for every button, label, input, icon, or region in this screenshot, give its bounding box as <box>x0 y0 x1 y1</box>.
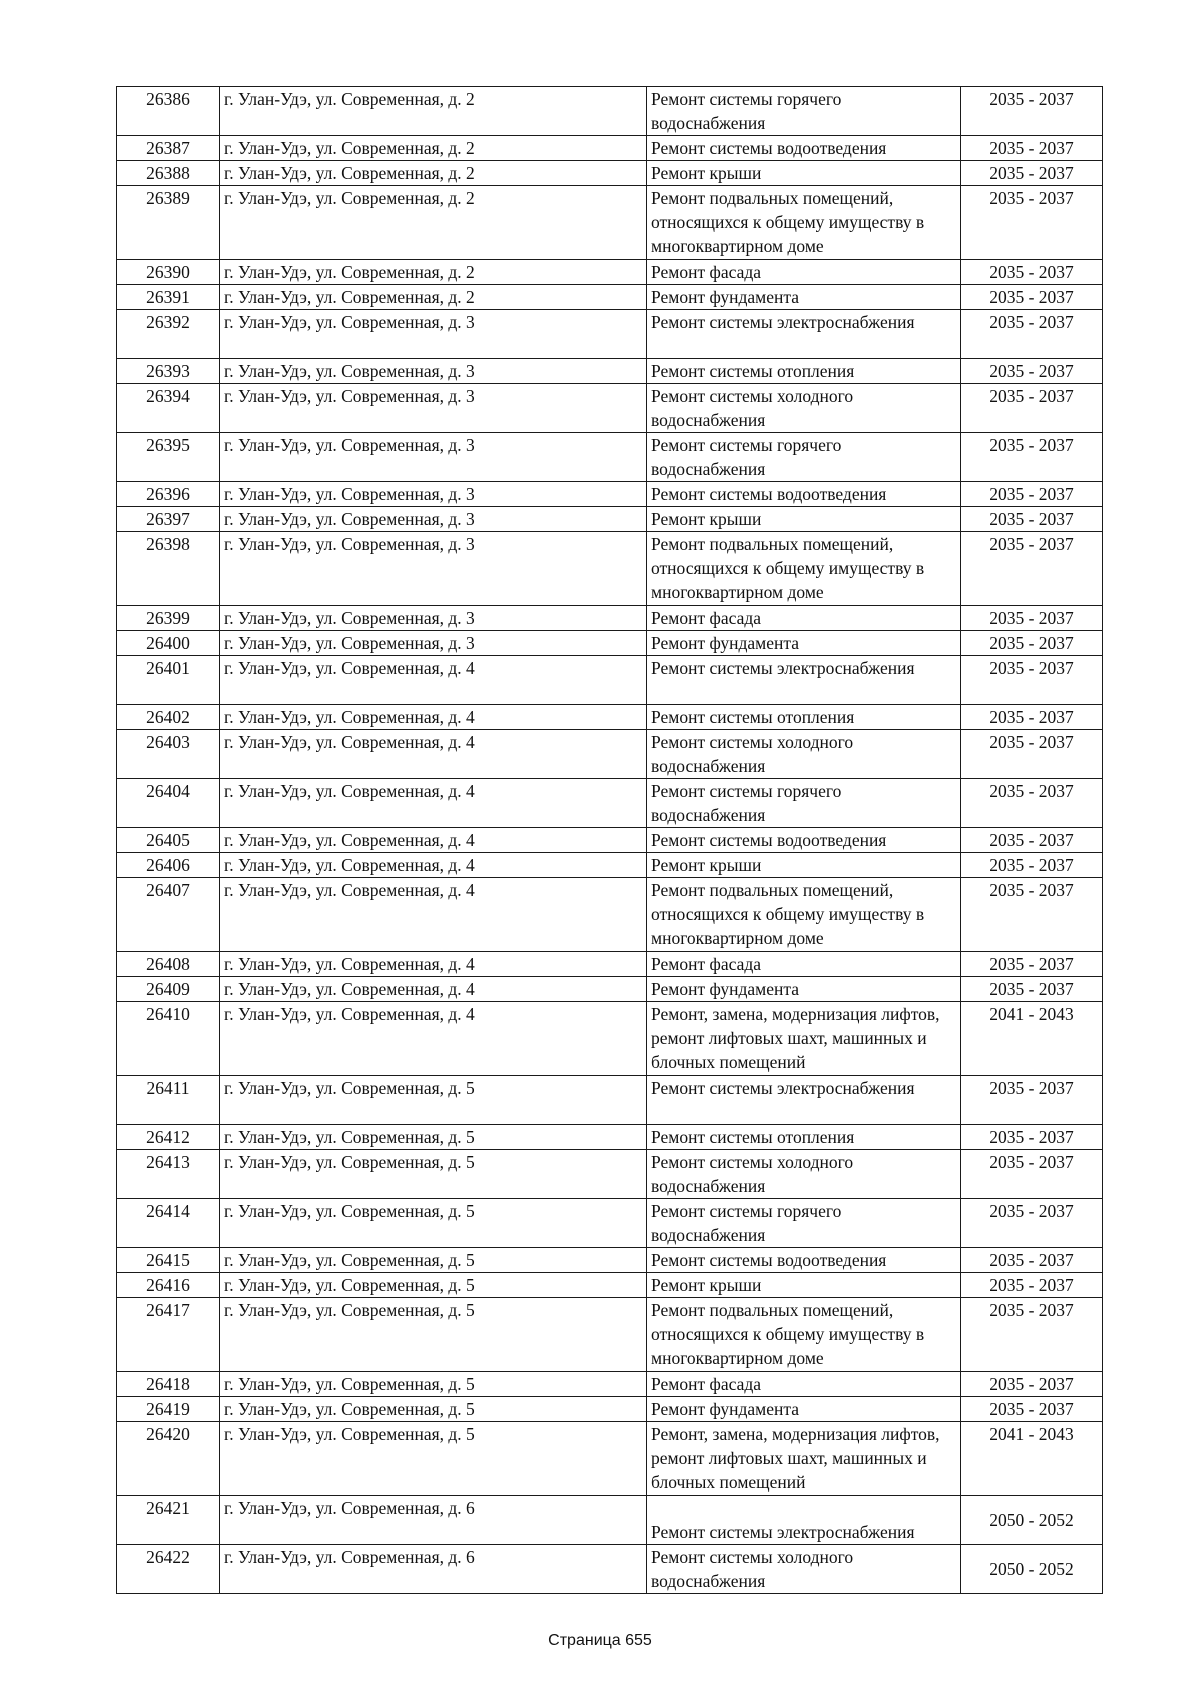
table-row <box>117 1199 1103 1248</box>
table-row <box>117 1397 1103 1422</box>
row-address: г. Улан-Удэ, ул. Современная, д. 5 <box>220 1248 647 1273</box>
row-address: г. Улан-Удэ, ул. Современная, д. 5 <box>220 1150 647 1199</box>
row-work-type: Ремонт системы электроснабжения <box>647 310 961 359</box>
table-row <box>117 1273 1103 1298</box>
row-address: г. Улан-Удэ, ул. Современная, д. 3 <box>220 482 647 507</box>
row-number: 26409 <box>117 977 220 1002</box>
row-number: 26416 <box>117 1273 220 1298</box>
row-period: 2035 - 2037 <box>961 977 1103 1002</box>
row-work-type: Ремонт крыши <box>647 1273 961 1298</box>
row-work-type: Ремонт подвальных помещений, относящихся к общему имуществу в многоквартирном доме <box>647 186 961 260</box>
row-address: г. Улан-Удэ, ул. Современная, д. 6 <box>220 1545 647 1594</box>
row-address: г. Улан-Удэ, ул. Современная, д. 2 <box>220 285 647 310</box>
table-row <box>117 1372 1103 1397</box>
table-row <box>117 482 1103 507</box>
row-address: г. Улан-Удэ, ул. Современная, д. 3 <box>220 507 647 532</box>
table-row <box>117 952 1103 977</box>
row-work-type: Ремонт системы водоотведения <box>647 136 961 161</box>
row-period: 2050 - 2052 <box>961 1496 1103 1545</box>
table-row <box>117 384 1103 433</box>
row-work-type: Ремонт фундамента <box>647 285 961 310</box>
table-row <box>117 87 1103 136</box>
row-number: 26398 <box>117 532 220 606</box>
row-number: 26400 <box>117 631 220 656</box>
row-number: 26388 <box>117 161 220 186</box>
row-number: 26399 <box>117 606 220 631</box>
row-period: 2035 - 2037 <box>961 136 1103 161</box>
row-period: 2035 - 2037 <box>961 1199 1103 1248</box>
row-work-type: Ремонт системы холодного водоснабжения <box>647 1545 961 1594</box>
row-number: 26387 <box>117 136 220 161</box>
row-period: 2041 - 2043 <box>961 1002 1103 1076</box>
row-address: г. Улан-Удэ, ул. Современная, д. 3 <box>220 433 647 482</box>
row-period: 2035 - 2037 <box>961 310 1103 359</box>
row-address: г. Улан-Удэ, ул. Современная, д. 4 <box>220 656 647 705</box>
table-row <box>117 606 1103 631</box>
row-period: 2035 - 2037 <box>961 606 1103 631</box>
row-period: 2035 - 2037 <box>961 853 1103 878</box>
table-row <box>117 433 1103 482</box>
table-row <box>117 359 1103 384</box>
table-row <box>117 532 1103 606</box>
row-address: г. Улан-Удэ, ул. Современная, д. 3 <box>220 631 647 656</box>
row-number: 26390 <box>117 260 220 285</box>
row-number: 26412 <box>117 1125 220 1150</box>
row-number: 26392 <box>117 310 220 359</box>
row-period: 2035 - 2037 <box>961 161 1103 186</box>
row-number: 26393 <box>117 359 220 384</box>
row-work-type: Ремонт системы электроснабжения <box>647 656 961 705</box>
row-number: 26391 <box>117 285 220 310</box>
row-work-type: Ремонт системы горячего водоснабжения <box>647 87 961 136</box>
table-row <box>117 1298 1103 1372</box>
row-address: г. Улан-Удэ, ул. Современная, д. 4 <box>220 952 647 977</box>
row-work-type: Ремонт подвальных помещений, относящихся к общему имуществу в многоквартирном доме <box>647 532 961 606</box>
row-work-type: Ремонт крыши <box>647 853 961 878</box>
row-number: 26397 <box>117 507 220 532</box>
row-number: 26389 <box>117 186 220 260</box>
row-address: г. Улан-Удэ, ул. Современная, д. 5 <box>220 1397 647 1422</box>
row-period: 2035 - 2037 <box>961 1397 1103 1422</box>
table-row <box>117 310 1103 359</box>
row-address: г. Улан-Удэ, ул. Современная, д. 5 <box>220 1076 647 1125</box>
row-period: 2035 - 2037 <box>961 1125 1103 1150</box>
row-address: г. Улан-Удэ, ул. Современная, д. 2 <box>220 186 647 260</box>
row-number: 26394 <box>117 384 220 433</box>
table-row <box>117 631 1103 656</box>
row-period: 2035 - 2037 <box>961 87 1103 136</box>
row-period: 2050 - 2052 <box>961 1545 1103 1594</box>
row-period: 2035 - 2037 <box>961 828 1103 853</box>
row-work-type: Ремонт системы горячего водоснабжения <box>647 779 961 828</box>
table-row <box>117 1076 1103 1125</box>
table-row <box>117 285 1103 310</box>
row-address: г. Улан-Удэ, ул. Современная, д. 4 <box>220 878 647 952</box>
table-row <box>117 1545 1103 1594</box>
row-work-type: Ремонт системы холодного водоснабжения <box>647 384 961 433</box>
row-address: г. Улан-Удэ, ул. Современная, д. 5 <box>220 1372 647 1397</box>
row-address: г. Улан-Удэ, ул. Современная, д. 6 <box>220 1496 647 1545</box>
table-row <box>117 977 1103 1002</box>
row-address: г. Улан-Удэ, ул. Современная, д. 4 <box>220 977 647 1002</box>
table-row <box>117 853 1103 878</box>
row-period: 2035 - 2037 <box>961 482 1103 507</box>
row-work-type: Ремонт системы горячего водоснабжения <box>647 1199 961 1248</box>
row-work-type: Ремонт системы отопления <box>647 705 961 730</box>
row-period: 2041 - 2043 <box>961 1422 1103 1496</box>
row-number: 26422 <box>117 1545 220 1594</box>
row-period: 2035 - 2037 <box>961 1298 1103 1372</box>
table-row <box>117 1496 1103 1545</box>
row-work-type: Ремонт фасада <box>647 606 961 631</box>
row-work-type: Ремонт системы отопления <box>647 1125 961 1150</box>
row-number: 26421 <box>117 1496 220 1545</box>
row-number: 26415 <box>117 1248 220 1273</box>
row-address: г. Улан-Удэ, ул. Современная, д. 5 <box>220 1298 647 1372</box>
table-row <box>117 1248 1103 1273</box>
row-period: 2035 - 2037 <box>961 952 1103 977</box>
row-address: г. Улан-Удэ, ул. Современная, д. 2 <box>220 87 647 136</box>
table-row <box>117 136 1103 161</box>
table-row <box>117 656 1103 705</box>
row-number: 26405 <box>117 828 220 853</box>
row-address: г. Улан-Удэ, ул. Современная, д. 2 <box>220 161 647 186</box>
row-address: г. Улан-Удэ, ул. Современная, д. 5 <box>220 1273 647 1298</box>
row-work-type: Ремонт фундамента <box>647 631 961 656</box>
row-work-type: Ремонт системы холодного водоснабжения <box>647 730 961 779</box>
row-number: 26420 <box>117 1422 220 1496</box>
row-number: 26410 <box>117 1002 220 1076</box>
row-period: 2035 - 2037 <box>961 384 1103 433</box>
table-row <box>117 779 1103 828</box>
row-work-type: Ремонт системы отопления <box>647 359 961 384</box>
row-period: 2035 - 2037 <box>961 1372 1103 1397</box>
row-number: 26401 <box>117 656 220 705</box>
row-period: 2035 - 2037 <box>961 507 1103 532</box>
row-work-type: Ремонт фасада <box>647 260 961 285</box>
table-row <box>117 1422 1103 1496</box>
row-address: г. Улан-Удэ, ул. Современная, д. 4 <box>220 730 647 779</box>
table-row <box>117 507 1103 532</box>
table-row <box>117 705 1103 730</box>
row-address: г. Улан-Удэ, ул. Современная, д. 2 <box>220 136 647 161</box>
row-number: 26406 <box>117 853 220 878</box>
row-number: 26413 <box>117 1150 220 1199</box>
row-period: 2035 - 2037 <box>961 260 1103 285</box>
row-work-type: Ремонт системы водоотведения <box>647 482 961 507</box>
row-number: 26414 <box>117 1199 220 1248</box>
row-work-type: Ремонт системы горячего водоснабжения <box>647 433 961 482</box>
row-address: г. Улан-Удэ, ул. Современная, д. 5 <box>220 1199 647 1248</box>
row-address: г. Улан-Удэ, ул. Современная, д. 4 <box>220 779 647 828</box>
row-period: 2035 - 2037 <box>961 532 1103 606</box>
page-number: Страница 655 <box>548 1632 652 1649</box>
row-address: г. Улан-Удэ, ул. Современная, д. 3 <box>220 384 647 433</box>
table-row <box>117 1125 1103 1150</box>
row-address: г. Улан-Удэ, ул. Современная, д. 4 <box>220 1002 647 1076</box>
row-work-type: Ремонт фундамента <box>647 1397 961 1422</box>
row-address: г. Улан-Удэ, ул. Современная, д. 4 <box>220 828 647 853</box>
table-row <box>117 828 1103 853</box>
row-period: 2035 - 2037 <box>961 1150 1103 1199</box>
row-number: 26403 <box>117 730 220 779</box>
row-period: 2035 - 2037 <box>961 1273 1103 1298</box>
row-number: 26418 <box>117 1372 220 1397</box>
row-period: 2035 - 2037 <box>961 779 1103 828</box>
row-work-type: Ремонт подвальных помещений, относящихся к общему имуществу в многоквартирном доме <box>647 1298 961 1372</box>
table-row <box>117 260 1103 285</box>
row-period: 2035 - 2037 <box>961 656 1103 705</box>
row-work-type: Ремонт крыши <box>647 507 961 532</box>
row-address: г. Улан-Удэ, ул. Современная, д. 4 <box>220 853 647 878</box>
row-work-type: Ремонт системы водоотведения <box>647 828 961 853</box>
table-row <box>117 730 1103 779</box>
row-work-type: Ремонт системы электроснабжения <box>647 1496 961 1545</box>
row-period: 2035 - 2037 <box>961 285 1103 310</box>
row-address: г. Улан-Удэ, ул. Современная, д. 4 <box>220 705 647 730</box>
row-number: 26395 <box>117 433 220 482</box>
row-work-type: Ремонт фасада <box>647 952 961 977</box>
row-address: г. Улан-Удэ, ул. Современная, д. 3 <box>220 359 647 384</box>
table-row <box>117 1002 1103 1076</box>
row-period: 2035 - 2037 <box>961 705 1103 730</box>
row-address: г. Улан-Удэ, ул. Современная, д. 2 <box>220 260 647 285</box>
row-number: 26402 <box>117 705 220 730</box>
table-row <box>117 1150 1103 1199</box>
row-number: 26411 <box>117 1076 220 1125</box>
row-work-type: Ремонт, замена, модернизация лифтов, ремонт лифтовых шахт, машинных и блочных помещений <box>647 1422 961 1496</box>
row-work-type: Ремонт, замена, модернизация лифтов, ремонт лифтовых шахт, машинных и блочных помещений <box>647 1002 961 1076</box>
row-number: 26408 <box>117 952 220 977</box>
row-period: 2035 - 2037 <box>961 186 1103 260</box>
row-number: 26396 <box>117 482 220 507</box>
row-period: 2035 - 2037 <box>961 730 1103 779</box>
row-number: 26407 <box>117 878 220 952</box>
row-address: г. Улан-Удэ, ул. Современная, д. 5 <box>220 1422 647 1496</box>
row-period: 2035 - 2037 <box>961 631 1103 656</box>
row-address: г. Улан-Удэ, ул. Современная, д. 5 <box>220 1125 647 1150</box>
row-number: 26417 <box>117 1298 220 1372</box>
row-period: 2035 - 2037 <box>961 1076 1103 1125</box>
table-row <box>117 878 1103 952</box>
row-address: г. Улан-Удэ, ул. Современная, д. 3 <box>220 606 647 631</box>
row-period: 2035 - 2037 <box>961 359 1103 384</box>
row-work-type: Ремонт фундамента <box>647 977 961 1002</box>
table-body <box>117 87 1103 1594</box>
row-address: г. Улан-Удэ, ул. Современная, д. 3 <box>220 532 647 606</box>
row-number: 26386 <box>117 87 220 136</box>
row-work-type: Ремонт крыши <box>647 161 961 186</box>
row-period: 2035 - 2037 <box>961 433 1103 482</box>
row-work-type: Ремонт фасада <box>647 1372 961 1397</box>
row-period: 2035 - 2037 <box>961 878 1103 952</box>
table-row <box>117 161 1103 186</box>
capital-repair-table <box>116 86 1103 1594</box>
row-work-type: Ремонт системы холодного водоснабжения <box>647 1150 961 1199</box>
row-number: 26404 <box>117 779 220 828</box>
table-row <box>117 186 1103 260</box>
row-work-type: Ремонт системы электроснабжения <box>647 1076 961 1125</box>
row-period: 2035 - 2037 <box>961 1248 1103 1273</box>
row-work-type: Ремонт подвальных помещений, относящихся к общему имуществу в многоквартирном доме <box>647 878 961 952</box>
row-number: 26419 <box>117 1397 220 1422</box>
row-address: г. Улан-Удэ, ул. Современная, д. 3 <box>220 310 647 359</box>
row-work-type: Ремонт системы водоотведения <box>647 1248 961 1273</box>
